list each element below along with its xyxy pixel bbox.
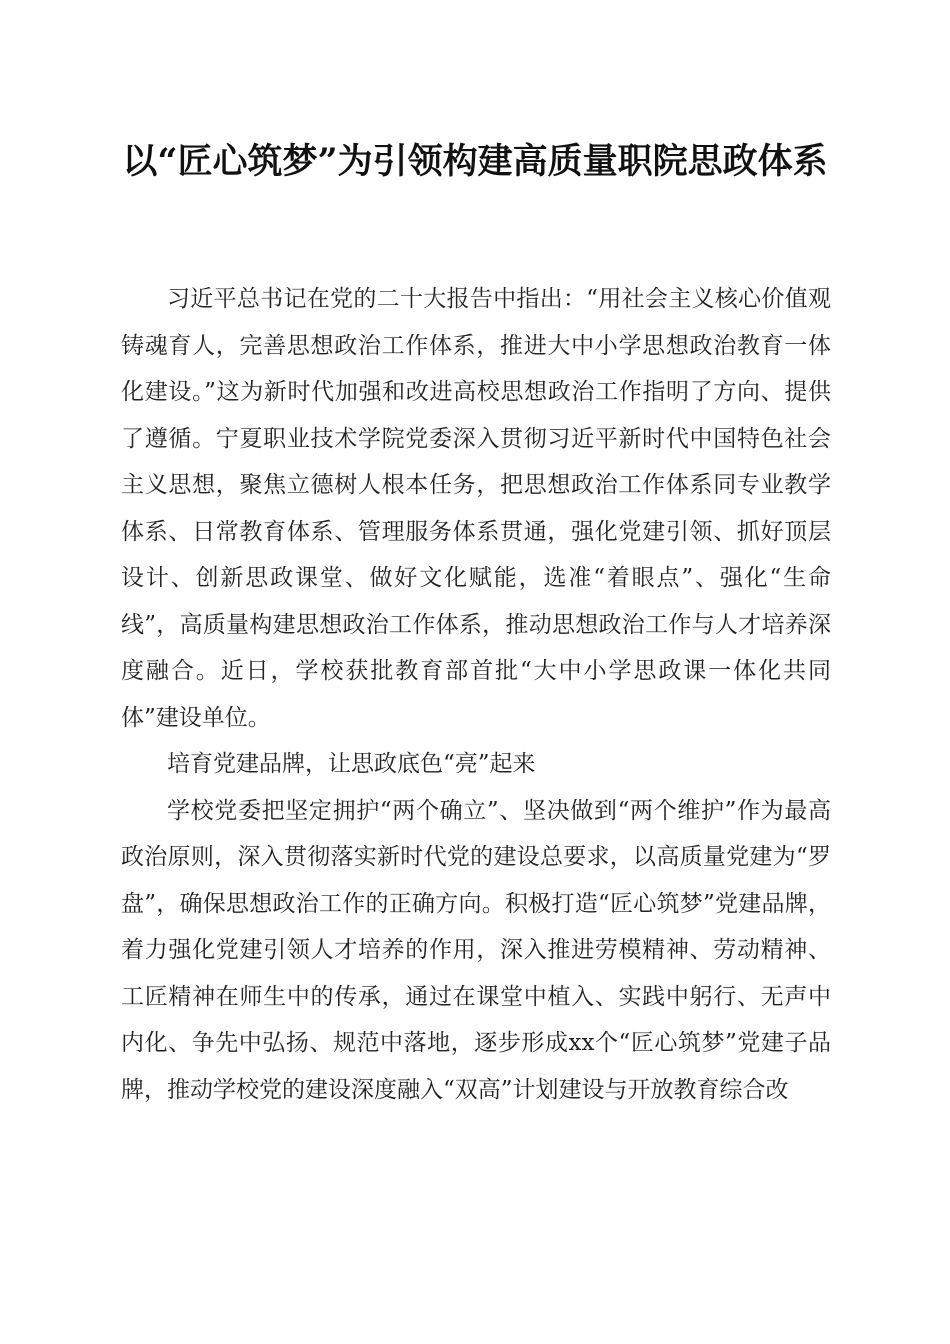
intro-paragraph: 习近平总书记在党的二十大报告中指出：“用社会主义核心价值观铸魂育人，完善思想政治工作体系，推进大中小学思想政治教育一体化建设。”这为新时代加强和改进高校思想政治工作指明了方向、提供了遵循。宁夏职业技术学院党委深入贯彻习近平新时代中国特色社会主义思想，聚焦立德树人根本任务，把思想政治工作体系同专业教学体系、日常教育体系、管理服务体系贯通，强化党建引领、抓好顶层设计、创新思政课堂、做好文化赋能，选准“着眼点”、强化“生命线”，高质量构建思想政治工作体系，推动思想政治工作与人才培养深度融合。近日，学校获批教育部首批“大中小学思政课一体化共同体”建设单位。 bbox=[121, 286, 831, 731]
document-body bbox=[121, 276, 831, 1113]
section-heading-party-brand: 培育党建品牌，让思政底色“亮”起来 bbox=[167, 751, 536, 777]
document-title: 以“匠心筑梦”为引领构建高质量职院思政体系 bbox=[122, 141, 828, 182]
party-brand-paragraph: 学校党委把坚定拥护“两个确立”、坚决做到“两个维护”作为最高政治原则，深入贯彻落实新时代党的建设总要求，以高质量党建为“罗盘”，确保思想政治工作的正确方向。积极打造“匠心筑梦”党建品牌，着力强化党建引领人才培养的作用，深入推进劳模精神、劳动精神、工匠精神在师生中的传承，通过在课堂中植入、实践中躬行、无声中内化、争先中弘扬、规范中落地，逐步形成xx个“匠心筑梦”党建子品牌，推动学校党的建设深度融入“双高”计划建设与开放教育综合改 bbox=[121, 797, 831, 1103]
